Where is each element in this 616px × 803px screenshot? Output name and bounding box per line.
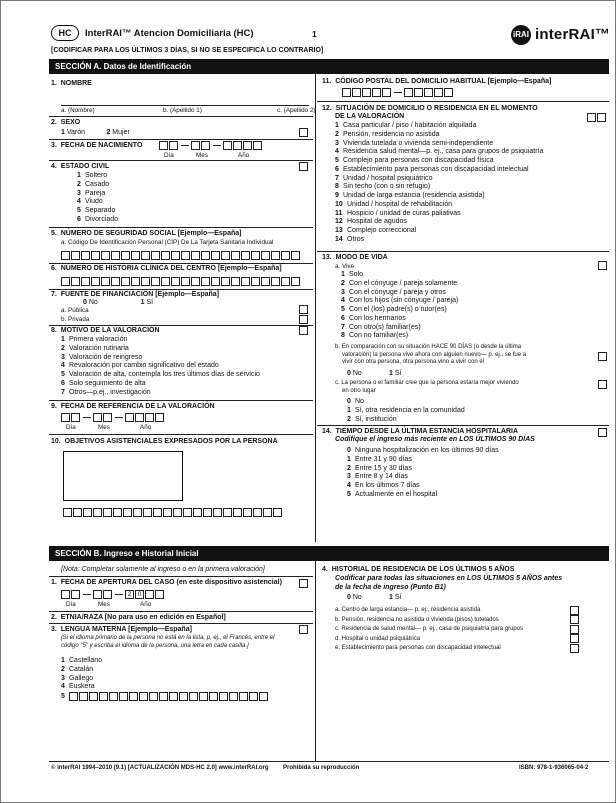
funding-private-label: b. Privada [61, 316, 90, 323]
sex-answer-box[interactable] [299, 128, 308, 137]
open-day-label: Día [66, 601, 76, 608]
footer-copyright: © interRAI 1994–2010 (9.1) [ACTUALIZACIÓN MDS-HC 2.0] www.interRAI.org [51, 765, 269, 771]
birth-date-boxes[interactable] [159, 141, 263, 150]
ref-year-label: Año [140, 424, 152, 431]
language-answer-box[interactable] [299, 625, 308, 634]
b1-side-box[interactable] [299, 579, 308, 588]
living-options: 1 Solo 2 Con el cónyuge / pareja solamente 3 Con el cónyuge / pareja y otros 4 Con los hijos (sin cónyuge / pareja) 5 Con el (los) padre(s) o tutor(es) 6 Con los hermanos 7 Con otro(s) familiar(es) 8 Con no familiar(es) [341, 271, 459, 340]
language-other-boxes[interactable] [69, 692, 269, 701]
a13c-options: 0 No 1 Sí, otra residencia en la comunidad 2 Sí, institución [347, 398, 465, 423]
case-open-date-boxes[interactable]: 2 0 [61, 590, 165, 599]
a9-question: 9. FECHA DE REFERENCIA DE LA VALORACIÓN [51, 403, 215, 410]
name-last1-label: b. (Apellido 1) [163, 107, 202, 114]
footer-prohibited: Prohibida su reproducción [283, 765, 360, 771]
marital-answer-box[interactable] [299, 162, 308, 171]
a13c-answer-box[interactable] [598, 380, 607, 389]
a4-question: 4. ESTADO CIVIL [51, 163, 110, 170]
b4a-box[interactable] [570, 606, 579, 615]
a10-question: 10. OBJETIVOS ASISTENCIALES EXPRESADOS POR LA PERSONA [51, 438, 278, 445]
hospital-stay-options: 0 Ninguna hospitalización en los últimos 90 días 1 Entre 31 y 90 días 2 Entre 15 y 30 días 3 Entre 8 y 14 días 4 En los últimos 7 días 5 Actualmente en el hospital [347, 447, 499, 498]
coding-note: [CODIFICAR PARA LOS ÚLTIMOS 3 DÍAS, SI NO SE ESPECIFICA LO CONTRARIO] [51, 47, 324, 54]
section-b-header [49, 546, 609, 561]
funding-private-box[interactable] [299, 315, 308, 324]
a8-question: 8. MOTIVO DE LA VALORACIÓN [51, 327, 160, 334]
form-title: InterRAI™ Atencion Domiciliaria (HC) [85, 28, 254, 39]
birth-day-label: Día [164, 152, 174, 159]
column-divider-b [315, 561, 316, 761]
marital-options: 1 Soltero 2 Casado 3 Pareja 4 Viudo 5 Separado 6 Divorciado [77, 172, 119, 223]
a12-question: 12. SITUACIÓN DE DOMICILIO O RESIDENCIA EN EL MOMENTO [322, 105, 538, 112]
birth-year-label: Año [238, 152, 250, 159]
a13b-codes: 0 No 1 Sí [347, 370, 402, 377]
a3-question: 3. FECHA DE NACIMIENTO [51, 142, 143, 149]
footer-isbn: ISBN: 978-1-936065-04-2 [519, 765, 589, 771]
reason-options: 1 Primera valoración 2 Valoración rutinaria 3 Valoración de reingreso 4 Revaloración por cambio significativo del estado 5 Valoración de alta, contempla los tres últimos días de servicio 6 Solo seguimiento de alta 7 Otros—p.ej., investigación [61, 336, 260, 396]
a14-instruction: Codifique el ingreso más reciente en LOS ÚLTIMOS 90 DÍAS [335, 436, 535, 443]
clinical-record-boxes[interactable] [61, 277, 301, 286]
ref-day-label: Día [66, 424, 76, 431]
b4-codes: 0 No 1 Sí [347, 594, 402, 601]
section-b-note: [Nota: Completar solamente al ingreso o en la primera valoración] [61, 566, 265, 573]
b4d-box[interactable] [570, 634, 579, 643]
hospital-stay-answer-box[interactable] [598, 428, 607, 437]
b3-note: [Si el idioma primario de la persona no está en la lista, p. ej., el Francés, entre el código "5" y escriba el idioma de la persona, una letra en cada casilla.] [61, 635, 275, 649]
care-goals-textarea[interactable] [63, 451, 183, 501]
reason-answer-box[interactable] [299, 326, 308, 335]
social-security-boxes[interactable] [61, 251, 301, 260]
birth-month-label: Mes [196, 152, 208, 159]
b4b-box[interactable] [570, 615, 579, 624]
a7-question: 7. FUENTE DE FINANCIACIÓN [Ejemplo—España] [51, 291, 220, 298]
section-a-title: SECCIÓN A. Datos de Identificación [55, 62, 192, 71]
a13b-answer-box[interactable] [598, 352, 607, 361]
a1-question: 1. NOMBRE [51, 80, 92, 87]
b4e-box[interactable] [570, 644, 579, 653]
column-divider [315, 74, 316, 542]
ref-month-label: Mes [98, 424, 110, 431]
b2-question: 2. ETNIA/RAZA [No para uso en edición en Español] [51, 614, 226, 621]
page-number: 1 [312, 29, 317, 39]
interrai-logo [511, 25, 610, 45]
logo-mark-icon: iRAI [511, 25, 531, 45]
a6-question: 6. NÚMERO DE HISTORIA CLÍNICA DEL CENTRO [Ejemplo—España] [51, 265, 282, 272]
postal-code-boxes[interactable] [342, 88, 454, 97]
funding-code-legend: 0 No 1 Sí [83, 299, 154, 306]
care-goals-code-boxes[interactable] [63, 508, 283, 517]
a14-question: 14. TIEMPO DESDE LA ÚLTIMA ESTANCIA HOSPITALARIA [322, 428, 519, 435]
section-a-header [49, 59, 609, 74]
a5-sub-label: a. Código De Identificación Personal (CIP) De La Tarjeta Sanitaria Individual [61, 239, 274, 246]
funding-public-box[interactable] [299, 305, 308, 314]
section-b-title: SECCIÓN B. Ingreso e Historial Inicial [55, 549, 199, 558]
sex-options: 1 Varón 2 Mujer [61, 129, 130, 136]
reference-date-boxes[interactable] [61, 413, 165, 422]
residence-answer-boxes[interactable] [587, 113, 607, 122]
lives-answer-box[interactable] [598, 261, 607, 270]
b4c-box[interactable] [570, 625, 579, 634]
open-month-label: Mes [98, 601, 110, 608]
funding-public-label: a. Pública [61, 307, 89, 314]
a5-question: 5. NÚMERO DE SEGURIDAD SOCIAL [Ejemplo—España] [51, 230, 242, 237]
b4-question: 4. HISTORIAL DE RESIDENCIA DE LOS ÚLTIMOS 5 AÑOS [322, 566, 515, 573]
lives-label: a. Vive [335, 263, 355, 270]
a13b-text: b. En comparación con su situación HACE 90 DÍAS (o desde la última valoración) la persona vive ahora con alguien nuevo— p. ej., se fue a vivir con otra persona, otra persona vino a vivir con él [335, 344, 527, 365]
a2-question: 2. SEXO [51, 119, 81, 126]
name-first-label: a. (Nombre) [61, 107, 95, 114]
a13c-text: c. La persona o el familiar cree que la persona estaría mejor viviendo en otro lugar [335, 380, 519, 394]
a13-question: 13. MODO DE VIDA [322, 254, 388, 261]
name-last2-label: c. (Apellido 2) [277, 107, 316, 114]
logo-text: interRAI™ [535, 25, 611, 43]
language-other-code: 5 [61, 693, 65, 700]
name-input-line[interactable] [61, 105, 309, 106]
b1-question: 1. FECHA DE APERTURA DEL CASO (en este dispositivo asistencial) [51, 579, 282, 586]
b4-items: a. Centro de larga estancia— p. ej., residencia asistida b. Pensión, residencia no asistida o vivienda (pisos) tutelados c. Residencia de salud mental— p. ej., casa de psiquiatría para grupos d. Hospital o unidad psiquiátrica e. Establecimiento para personas con discapacidad intelectual [335, 607, 524, 651]
b4-instruction: Codificar para todas las situaciones en LOS ÚLTIMOS 5 AÑOS antes de la fecha de ingreso (Punto B1) [335, 575, 563, 591]
a12-question-line2: DE LA VALORACIÓN [335, 113, 405, 120]
b3-question: 3. LENGUA MATERNA [Ejemplo—España] [51, 626, 192, 633]
open-year-label: Año [140, 601, 152, 608]
a11-question: 11. CÓDIGO POSTAL DEL DOMICILIO HABITUAL [Ejemplo—España] [322, 78, 552, 85]
hc-badge: HC [51, 25, 79, 41]
residence-options: 1 Casa particular / piso / habitación alquilada 2 Pensión, residencia no asistida 3 Vivienda tutelada o vivienda semi-independiente 4 Residencia salud mental—p. ej., casa para grupos de psiquiatría 5 Complejo para personas con discapacidad física 6 Establecimiento para personas con discapacidad intelectual 7 Unidad / hospital psiquiátrico 8 Sin techo (con o sin refugio) 9 Unidad de larga estancia (residencia asistida) 10 Unidad / hospital de rehabilitación 11 Hospicio / unidad de curas paliativas 12 Hospital de agudos 13 Complejo correccional 14 Otros [335, 122, 544, 243]
language-options: 1 Castellano 2 Catalán 3 Gallego 4 Euskera [61, 657, 103, 691]
